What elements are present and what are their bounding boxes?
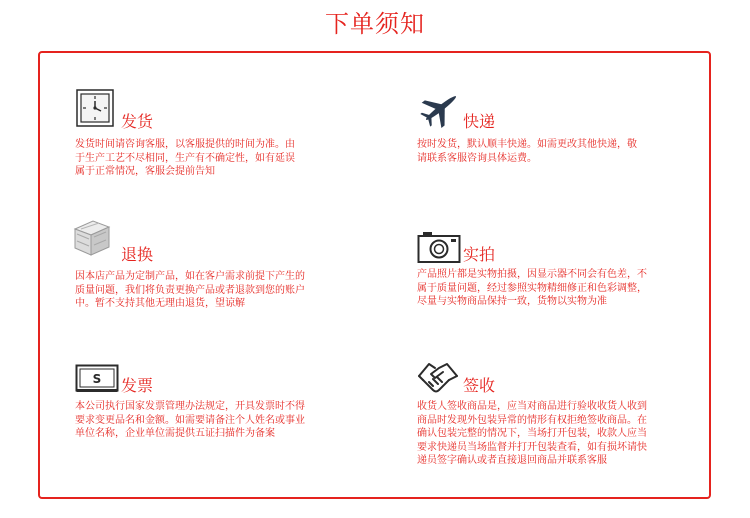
section-text: 按时发货，默认顺丰快递。如需更改其他快递，敬请联系客服咨询具体运费。 [417, 139, 637, 164]
section-title: 快递 [463, 112, 496, 131]
handshake-icon [417, 360, 459, 396]
page-title: 下单须知 [325, 10, 425, 38]
airplane-icon [419, 88, 463, 128]
section-text: 本公司执行国家发票管理办法规定，开具发票时不得要求变更品名和金额。如需要请备注个人姓名或事业单位名称，企业单位需提供五证扫描件为备案 [75, 401, 305, 439]
section-text: 因本店产品为定制产品，如在客户需求前提下产生的质量问题，我们将负责更换产品或者退款到您的账户中。暂不支持其他无理由退货，望谅解 [75, 271, 305, 309]
invoice-icon-letter: S [92, 372, 102, 386]
section-text: 发货时间请咨询客服，以客服提供的时间为准。由于生产工艺不尽相同，生产有不确定性，如有延误属于正常情况，客服会提前告知 [75, 139, 295, 177]
clock-icon [75, 88, 115, 128]
section-title: 发货 [121, 112, 154, 131]
section-title: 发票 [121, 376, 154, 395]
section-title: 签收 [463, 376, 496, 395]
package-box-icon [69, 215, 115, 261]
section-text: 产品照片都是实物拍摄，因显示器不同会有色差，不属于质量问题，经过参照实物精细修正和色彩调整，尽量与实物商品保持一致，货物以实物为准 [417, 269, 647, 307]
camera-icon [417, 230, 461, 264]
section-text: 收货人签收商品是，应当对商品进行验收收货人收到商品时发现外包装异常的情形有权拒绝签收商品。在确认包装完整的情况下，当场打开包装，收款人应当要求快递员当场监督并打开包装查看，如有损坏请快递员签字确认或者直接退回商品并联系客服 [417, 401, 647, 466]
section-title: 实拍 [463, 245, 496, 264]
section-title: 退换 [121, 245, 154, 264]
invoice-icon [75, 364, 119, 392]
